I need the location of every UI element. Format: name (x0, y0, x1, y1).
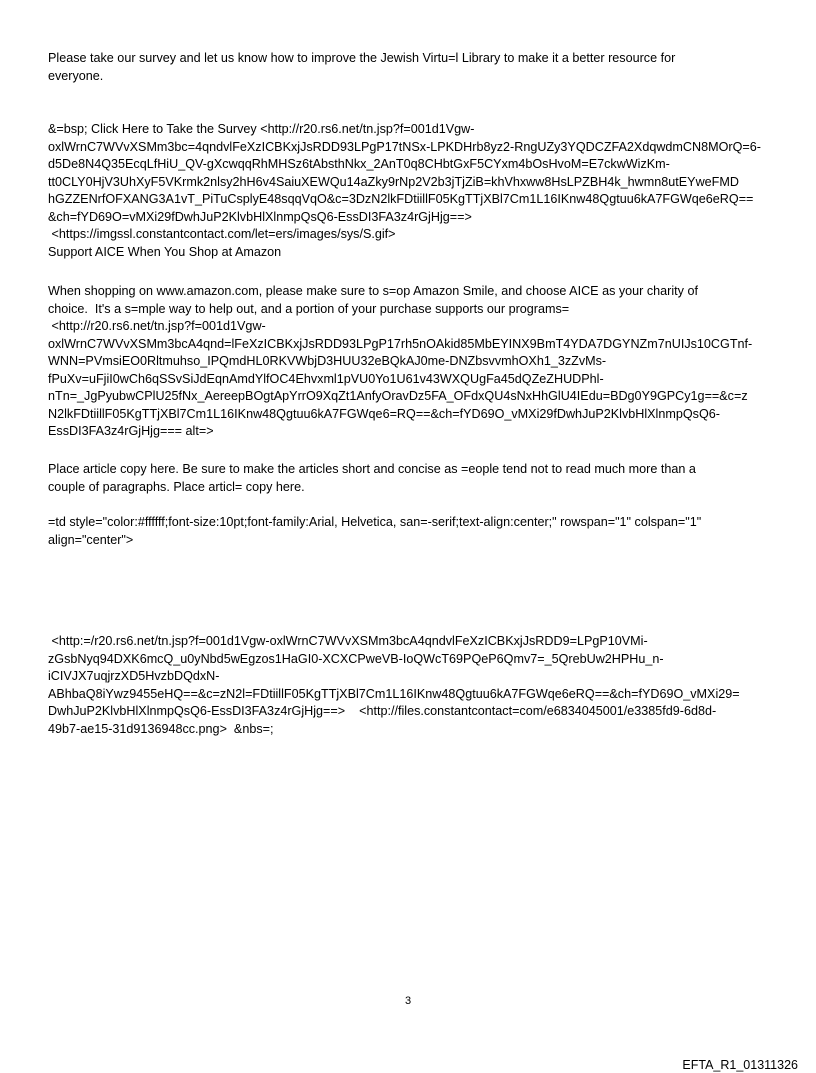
tracking-links-paragraph: <http:=/r20.rs6.net/tn.jsp?f=001d1Vgw-oxlWrnC7WVvXSMm3bcA4qndvlFeXzICBKxjJsRDD9=LPgP10VMi- zGsbNyq94DXK6mcQ_u0yNbd5wEgzos1HaGI0-XCXCPweVB-IoQWcT69PQeP6Qmv7=_5QrebUw2HPHu_n- iCIVJX7uqjrzXD5HvzbDQdxN- ABhbaQ8iYwz9455eHQ==&c=zN2l=FDtiillF05KgTTjXBl7Cm1L16IKnw48Qgtuu6kA7FGWqe6eRQ==&ch=fYD69O_vMXi29= DwhJuP2KlvbHlXlnmpQsQ6-EssDI3FA3z4rGjHjg==> <http://files.constantcontact=com/e6834045001/e3385fd9-6d8d- 49b7-ae15-31d9136948cc.png> &nbs=; (48, 634, 740, 736)
document-id: EFTA_R1_01311326 (682, 1058, 798, 1072)
html-fragment-paragraph: =td style="color:#ffffff;font-size:10pt;font-family:Arial, Helvetica, san=-serif;text-align:center;" rowspan="1" colspan="1" align="center"> (48, 515, 702, 547)
survey-link-paragraph: &=bsp; Click Here to Take the Survey <http://r20.rs6.net/tn.jsp?f=001d1Vgw- oxlWrnC7WVvXSMm3bc=4qndvlFeXzICBKxjJsRDD93LPgP17tNSx-LPKDHrb8yz2-RngUZy3YQDCZFA2XdqwdmCN8MOrQ=6- d5De8N4Q35EcqLfHiU_QV-gXcwqqRhMHSz6tAbsthNkx_2AnT0q8CHbtGxF5CYxm4bOsHvoM=E7ckwWizKm- tt0CLY0HjV3UhXyF5VKrmk2nlsy2hH6v4SaiuXEWQu14aZky9rNp2V2b3jTjZiB=khVhxww8HsLPZBH4k_hwmn8utEYweFMD hGZZENrfOFXANG3A1vT_PiTuCsplyE48sqqVqO&c=3DzN2lkFDtiillF05KgTTjXBl7Cm1L16IKnw48Qgtuu6kA7FGWqe6eRQ== &ch=fYD69O=vMXi29fDwhJuP2KlvbHlXlnmpQsQ6-EssDI3FA3z4rGjHjg==> <https://imgssl.constantcontact.com/let=ers/images/sys/S.gif> Support AICE When You Shop at Amazon (48, 122, 761, 259)
page-number: 3 (404, 995, 412, 1007)
amazon-smile-paragraph: When shopping on www.amazon.com, please make sure to s=op Amazon Smile, and choose AICE as your charity of choice. It's a s=mple way to help out, and a portion of your purchase supports our programs= <http://r20.rs6.net/tn.jsp?f=001d1Vgw- oxlWrnC7WVvXSMm3bcA4qnd=lFeXzICBKxjJsRDD93LPgP17rh5nOAkid85MbEYINX9BmT4YDA7DGYNZm7nUIJs10CGTnf- WNN=PVmsiEO0Rltmuhso_IPQmdHL0RKVWbjD3HUU32eBQkAJ0me-DNZbsvvmhOXh1_3zZvMs- fPuXv=uFjiI0wCh6qSSvSiJdEqnAmdYlfOC4Ehvxml1pVU0Yo1U61v43WXQUgFa45dQZeZHUDPhl- nTn=_JgPyubwCPlU25fNx_AereepBOgtApYrrO9XqZt1AnfyOravDz5FA_OFdxQU4sNxHhGlU4IEdu=BDg0Y9GPCy1g==&c=z N2lkFDtiillF05KgTTjXBl7Cm1L16IKnw48Qgtuu6kA7FGWqe6=RQ==&ch=fYD69O_vMXi29fDwhJuP2KlvbHlXlnmpQsQ6- EssDI3FA3z4rGjHjg=== alt=> (48, 284, 753, 438)
survey-intro-paragraph: Please take our survey and let us know how to improve the Jewish Virtu=l Library to make it a better resource for everyone. (48, 51, 676, 83)
article-copy-paragraph: Place article copy here. Be sure to make the articles short and concise as =eople tend not to read much more than a couple of paragraphs. Place articl= copy here. (48, 462, 696, 494)
